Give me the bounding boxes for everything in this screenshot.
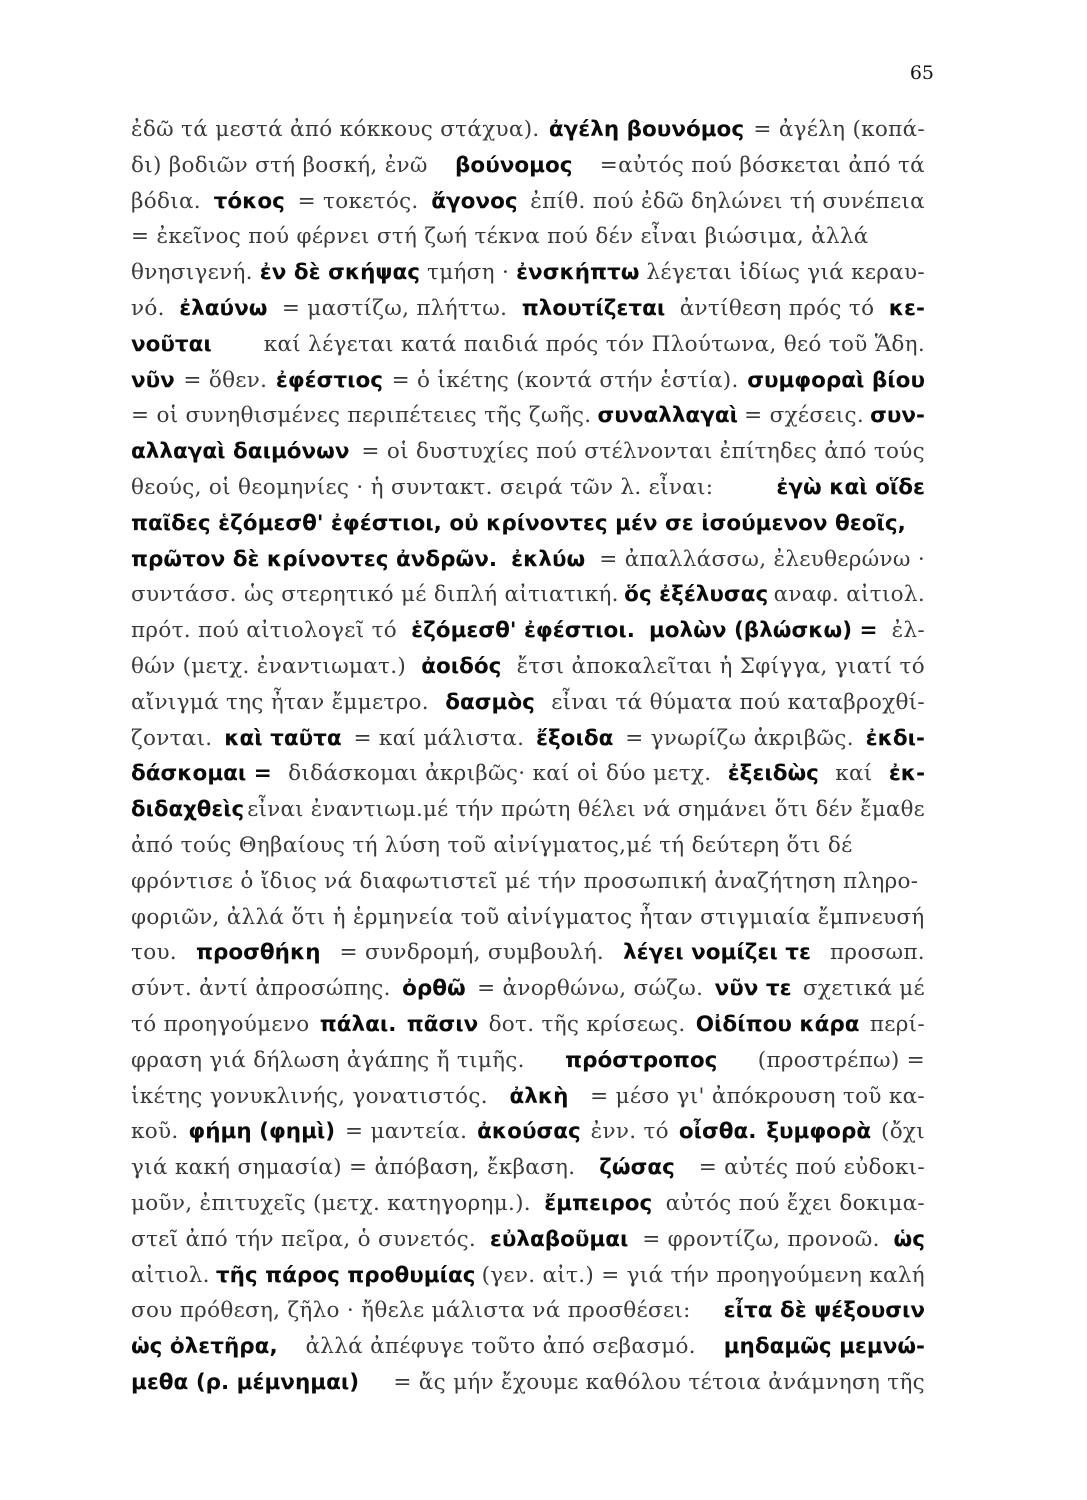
gloss-text: ἐλ-: [891, 618, 925, 644]
text-line: [131, 864, 925, 900]
lemma-term: βούνομος: [455, 152, 573, 178]
text-line: [131, 971, 925, 1007]
text-line: [131, 1186, 925, 1222]
gloss-text: = τοκετός.: [297, 188, 419, 214]
lemma-term: Οἰδίπου κάρα: [695, 1011, 860, 1037]
text-line: [131, 1258, 925, 1294]
gloss-text: (προστρέπω) =: [757, 1047, 925, 1073]
lemma-term: ἐφέστιος: [275, 367, 384, 393]
lemma-term: νοῦται: [131, 331, 212, 357]
gloss-text: δοτ. τῆς κρίσεως.: [488, 1011, 686, 1037]
gloss-text: ἐπίθ. πού ἐδῶ δηλώνει τή συνέπεια: [530, 188, 925, 214]
lemma-term: αλλαγαὶ δαιμόνων: [131, 439, 350, 465]
lemma-term: ἄγονος: [431, 188, 518, 214]
text-line: [131, 291, 925, 327]
gloss-text: φρόντισε ὁ ἴδιος νά διαφωτιστεῖ μέ τήν προσωπική ἀναζήτηση πληρο-: [131, 868, 919, 894]
lemma-term: ἔξοιδα: [536, 725, 614, 751]
lemma-term: ὅς ἐξέλυσας: [624, 582, 769, 608]
lemma-term: ἐν δὲ σκήψας: [259, 260, 421, 286]
lemma-term: τῆς πάρος προθυμίας: [215, 1262, 476, 1288]
gloss-text: αναφ. αἰτιολ.: [773, 582, 925, 608]
gloss-text: =αὐτός πού βόσκεται ἀπό τά: [599, 152, 925, 178]
gloss-text: τό προηγούμενο: [131, 1011, 310, 1037]
gloss-text: νό.: [131, 295, 165, 321]
gloss-text: μοῦν, ἐπιτυχεῖς (μετχ. κατηγορημ.).: [131, 1190, 531, 1216]
lemma-term: ὀρθῶ: [402, 976, 466, 1002]
gloss-text: = καί μάλιστα.: [353, 725, 525, 751]
gloss-text: ἔτσι ἀποκαλεῖται ἡ Σφίγγα, γιατί τό: [516, 653, 925, 679]
text-line: [131, 363, 925, 399]
gloss-text: σύντ. ἀντί ἀπροσώπης.: [131, 976, 391, 1002]
text-line: [131, 219, 925, 255]
text-line: [131, 1114, 925, 1150]
lemma-term: ἀοιδός: [421, 653, 502, 679]
text-line: [131, 756, 925, 792]
lemma-term: προσθήκη: [195, 940, 321, 966]
lemma-term: εὐλαβοῦμαι: [489, 1226, 629, 1252]
lemma-term: ἔμπειρος: [544, 1190, 653, 1216]
gloss-text: εἶναι τά θύματα πού καταβροχθί-: [551, 689, 925, 715]
gloss-text: ἐνν. τό: [590, 1119, 669, 1145]
lemma-term: ἐνσκήπτω: [516, 260, 640, 286]
lemma-term: δάσκομαι =: [131, 761, 272, 787]
gloss-text: = μέσο γι' ἀπόκρουση τοῦ κα-: [590, 1083, 925, 1109]
lemma-term: κε-: [888, 295, 925, 321]
gloss-text: συντάσσ. ὡς στερητικό μέ διπλή αἰτιατική.: [131, 582, 619, 608]
gloss-text: ἐδῶ τά μεστά ἀπό κόκκους στάχυα).: [131, 117, 540, 142]
gloss-text: διδάσκομαι ἀκριβῶς· καί οἱ δύο μετχ.: [288, 761, 712, 787]
text-line: [131, 255, 925, 291]
lemma-term: πρῶτον δὲ κρίνοντες ἀνδρῶν.: [131, 546, 498, 572]
lemma-term: ἐκ-: [888, 761, 925, 787]
text-line: [131, 1043, 925, 1079]
lemma-term: ὡς ὀλετῆρα,: [131, 1334, 278, 1360]
gloss-text: λέγεται ἰδίως γιά κεραυ-: [646, 260, 925, 286]
gloss-text: θεούς, οἱ θεομηνίες · ἡ συντακτ. σειρά τῶν λ. εἶναι:: [131, 474, 714, 500]
text-line: [131, 327, 925, 363]
gloss-text: στεῖ ἀπό τήν πεῖρα, ὁ συνετός.: [131, 1226, 477, 1252]
lemma-term: λέγει νομίζει τε: [623, 940, 811, 966]
lemma-term: εἶτα δὲ ψέξουσιν: [723, 1298, 925, 1324]
lemma-term: πρόστροπος: [565, 1047, 718, 1073]
lemma-term: ἀλκὴ: [509, 1083, 569, 1109]
text-line: [131, 470, 925, 506]
text-line: [131, 649, 925, 685]
text-line: [131, 1007, 925, 1043]
gloss-text: ζονται.: [131, 725, 213, 751]
gloss-text: σου πρόθεση, ζῆλο · ἤθελε μάλιστα νά προσθέσει:: [131, 1298, 691, 1324]
lemma-term: μολὼν (βλώσκω) =: [648, 618, 878, 644]
gloss-text: = οἱ δυστυχίες πού στέλνονται ἐπίτηδες ἀπό τούς: [361, 439, 925, 465]
lemma-term: συναλλαγαὶ: [597, 403, 739, 429]
lemma-term: συμφοραὶ βίου: [747, 367, 925, 393]
text-line: [131, 792, 925, 828]
gloss-text: ἀλλά ἀπέφυγε τοῦτο ἀπό σεβασμό.: [305, 1334, 696, 1360]
gloss-text: φοριῶν, ἀλλά ὅτι ἡ ἑρμηνεία τοῦ αἰνίγματος ἦταν στιγμιαία ἔμπνευσή: [131, 904, 925, 930]
body-text: [131, 112, 925, 1401]
text-line: [131, 398, 925, 434]
text-line: [131, 506, 925, 542]
gloss-text: καί: [835, 761, 873, 787]
text-line: [131, 1365, 925, 1401]
gloss-text: αὐτός πού ἔχει δοκιμα-: [665, 1190, 925, 1216]
gloss-text: πρότ. πού αἰτιολογεῖ τό: [131, 618, 398, 644]
gloss-text: = μαντεία.: [345, 1119, 468, 1145]
lemma-term: ξυμφορὰ: [766, 1119, 872, 1145]
gloss-text: (ὄχι: [881, 1119, 925, 1145]
gloss-text: = συνδρομή, συμβουλή.: [339, 940, 605, 966]
page-number: 65: [909, 62, 934, 84]
lemma-term: συν-: [870, 403, 925, 429]
lemma-term: ἐξειδὼς: [727, 761, 819, 787]
lemma-term: νῦν τε: [714, 976, 792, 1002]
text-line: [131, 434, 925, 470]
lemma-term: ἀγέλη βουνόμος: [548, 117, 745, 142]
gloss-text: θών (μετχ. ἐναντιωματ.): [131, 653, 407, 679]
lemma-term: διδαχθεὶς: [131, 797, 245, 823]
lemma-term: ἀκούσας: [477, 1119, 581, 1145]
lemma-term: μηδαμῶς μεμνώ-: [723, 1334, 925, 1360]
gloss-text: = ὁ ἱκέτης (κοντά στήν ἑστία).: [391, 367, 739, 393]
lemma-term: δασμὸς: [445, 689, 535, 715]
text-line: [131, 542, 925, 578]
gloss-text: περί-: [869, 1011, 925, 1037]
gloss-text: = ἀνορθώνω, σώζω.: [477, 976, 704, 1002]
gloss-text: = ἄς μήν ἔχουμε καθόλου τέτοια ἀνάμνηση τῆς: [393, 1369, 925, 1395]
gloss-text: ἀντίθεση πρός τό: [679, 295, 875, 321]
text-line: [131, 900, 925, 936]
lemma-term: ἐλαύνω: [179, 295, 268, 321]
gloss-text: ἀπό τούς Θηβαίους τή λύση τοῦ αἰνίγματος,μέ τή δεύτερη ὅτι δέ: [131, 832, 853, 858]
text-line: [131, 1222, 925, 1258]
gloss-text: αἰτιολ.: [131, 1262, 210, 1288]
lemma-term: οἶσθα.: [678, 1119, 757, 1145]
text-line: [131, 828, 925, 864]
text-line: [131, 935, 925, 971]
gloss-text: = μαστίζω, πλήττω.: [281, 295, 508, 321]
gloss-text: = ἐκεῖνος πού φέρνει στή ζωή τέκνα πού δέν εἶναι βιώσιμα, ἀλλά: [131, 224, 869, 250]
lemma-term: νῦν: [131, 367, 175, 393]
gloss-text: δι) βοδιῶν στή βοσκή, ἐνῶ: [131, 152, 428, 178]
gloss-text: εἶναι ἐναντιωμ.μέ τήν πρώτη θέλει νά σημάνει ὅτι δέν ἔμαθε: [247, 797, 925, 823]
text-line: [131, 685, 925, 721]
gloss-text: γιά κακή σημασία) = ἀπόβαση, ἔκβαση.: [131, 1155, 576, 1181]
lemma-term: πᾶσιν: [406, 1011, 479, 1037]
text-line: [131, 1150, 925, 1186]
gloss-text: = ἀπαλλάσσω, ἐλευθερώνω ·: [599, 546, 925, 572]
text-line: [131, 184, 925, 220]
gloss-text: τμήση ·: [427, 260, 510, 286]
gloss-text: σχετικά μέ: [802, 976, 925, 1002]
text-line: [131, 613, 925, 649]
gloss-text: = σχέσεις.: [744, 403, 864, 429]
gloss-text: του.: [131, 940, 177, 966]
text-line: [131, 1079, 925, 1115]
lemma-term: πλουτίζεται: [521, 295, 666, 321]
text-line: [131, 721, 925, 757]
lemma-term: ὡς: [893, 1226, 925, 1252]
gloss-text: φραση γιά δήλωση ἀγάπης ἤ τιμῆς.: [131, 1047, 525, 1073]
gloss-text: ἱκέτης γονυκλινής, γονατιστός.: [131, 1083, 488, 1109]
gloss-text: αἴνιγμά της ἦταν ἔμμετρο.: [131, 689, 429, 715]
gloss-text: = ἀγέλη (κοπά-: [753, 117, 925, 142]
lemma-term: ἑζόμεσθ' ἐφέστιοι.: [411, 618, 635, 644]
gloss-text: προσωπ.: [829, 940, 925, 966]
gloss-text: καί λέγεται κατά παιδιά πρός τόν Πλούτωνα, θεό τοῦ Ἅδη.: [263, 331, 925, 357]
gloss-text: θνησιγενή.: [131, 260, 253, 286]
lemma-term: πάλαι.: [319, 1011, 397, 1037]
gloss-text: = φροντίζω, προνοῶ.: [642, 1226, 880, 1252]
lemma-term: ἐκδι-: [865, 725, 925, 751]
gloss-text: βόδια.: [131, 188, 201, 214]
gloss-text: = αὐτές πού εὐδοκι-: [698, 1155, 925, 1181]
text-line: [131, 577, 925, 613]
text-line: [131, 112, 925, 148]
lemma-term: καὶ ταῦτα: [224, 725, 342, 751]
lemma-term: ἐγὼ καὶ οἵδε: [776, 474, 925, 500]
gloss-text: (γεν. αἰτ.) = γιά τήν προηγούμενη καλή: [481, 1262, 925, 1288]
lemma-term: τόκος: [213, 188, 285, 214]
lemma-term: παῖδες ἑζόμεσθ' ἐφέστιοι, οὐ κρίνοντες μέν σε ἰσούμενον θεοῖς,: [131, 510, 906, 536]
gloss-text: = ὅθεν.: [183, 367, 268, 393]
lemma-term: μεθα (ρ. μέμνημαι): [131, 1369, 360, 1395]
gloss-text: = γνωρίζω ἀκριβῶς.: [625, 725, 854, 751]
gloss-text: κοῦ.: [131, 1119, 179, 1145]
lemma-term: ζώσας: [599, 1155, 675, 1181]
gloss-text: = οἱ συνηθισμένες περιπέτειες τῆς ζωῆς.: [131, 403, 592, 429]
text-line: [131, 1293, 925, 1329]
lemma-term: ἐκλύω: [511, 546, 586, 572]
text-line: [131, 1329, 925, 1365]
lemma-term: φήμη (φημὶ): [188, 1119, 336, 1145]
text-line: [131, 148, 925, 184]
